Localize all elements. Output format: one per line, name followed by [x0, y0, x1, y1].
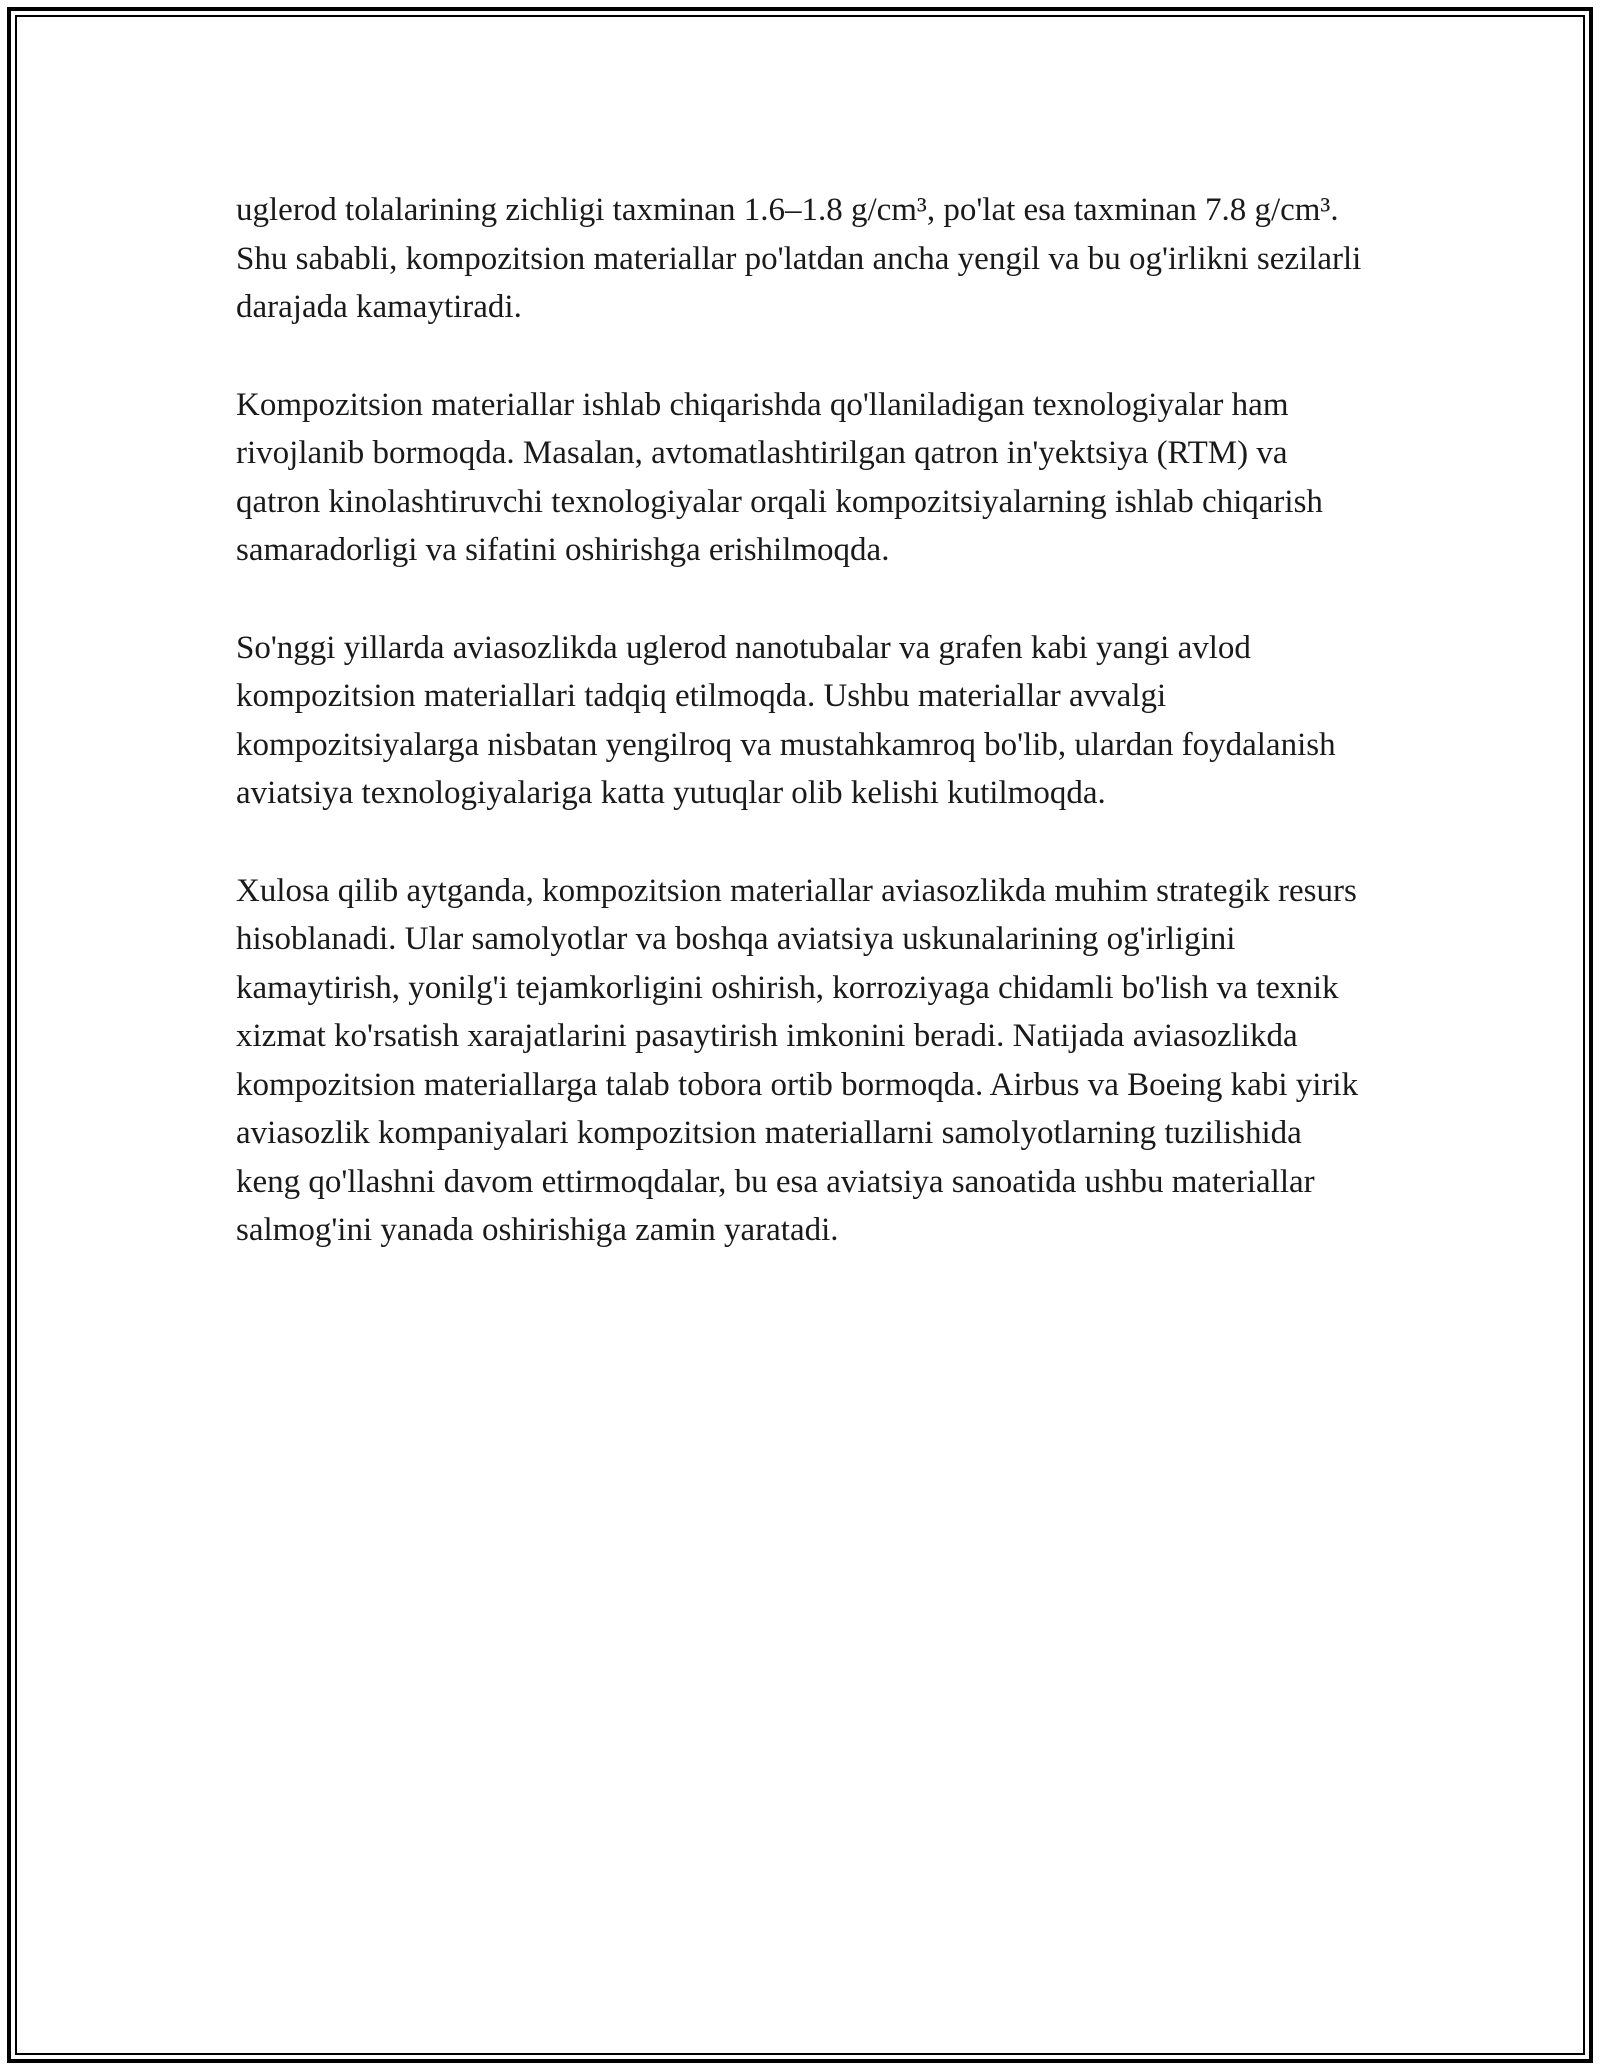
paragraph-manufacturing-technologies: Kompozitsion materiallar ishlab chiqarishda qo'llaniladigan texnologiyalar ham rivojlanib bormoqda. Masalan, avtomatlashtirilgan qatron in'yektsiya (RTM) va qatron kinolashtiruvchi texnologiyalar orqali kompozitsiyalarning ishlab chiqarish samaradorligi va sifatini oshirishga erishilmoqda. — [236, 386, 1323, 568]
paragraph-conclusion: Xulosa qilib aytganda, kompozitsion materiallar aviasozlikda muhim strategik resurs hisoblanadi. Ular samolyotlar va boshqa aviatsiya uskunalarining og'irligini kamaytirish, yonilg'i tejamkorligini oshirish, korroziyaga chidamli bo'lish va texnik xizmat ko'rsatish xarajatlarini pasaytirish imkonini beradi. Natijada aviasozlikda kompozitsion materiallarga talab tobora ortib bormoqda. Airbus va Boeing kabi yirik aviasozlik kompaniyalari kompozitsion materiallarni samolyotlarning tuzilishida keng qo'llashni davom ettirmoqdalar, bu esa aviatsiya sanoatida ushbu materiallar salmog'ini yanada oshirishiga zamin yaratadi. — [236, 872, 1359, 1248]
paragraph-new-generation-materials: So'nggi yillarda aviasozlikda uglerod nanotubalar va grafen kabi yangi avlod kompozitsion materiallari tadqiq etilmoqda. Ushbu materiallar avvalgi kompozitsiyalarga nisbatan yengilroq va mustahkamroq bo'lib, ulardan foydalanish aviatsiya texnologiyalariga katta yutuqlar olib kelishi kutilmoqda. — [236, 629, 1336, 811]
paragraph-density: uglerod tolalarining zichligi taxminan 1.6–1.8 g/cm³, po'lat esa taxminan 7.8 g/cm³. Shu sababli, kompozitsion materiallar po'latdan ancha yengil va bu og'irlikni sezilarli darajada kamaytiradi. — [236, 192, 1362, 325]
document-body — [236, 186, 1366, 1304]
